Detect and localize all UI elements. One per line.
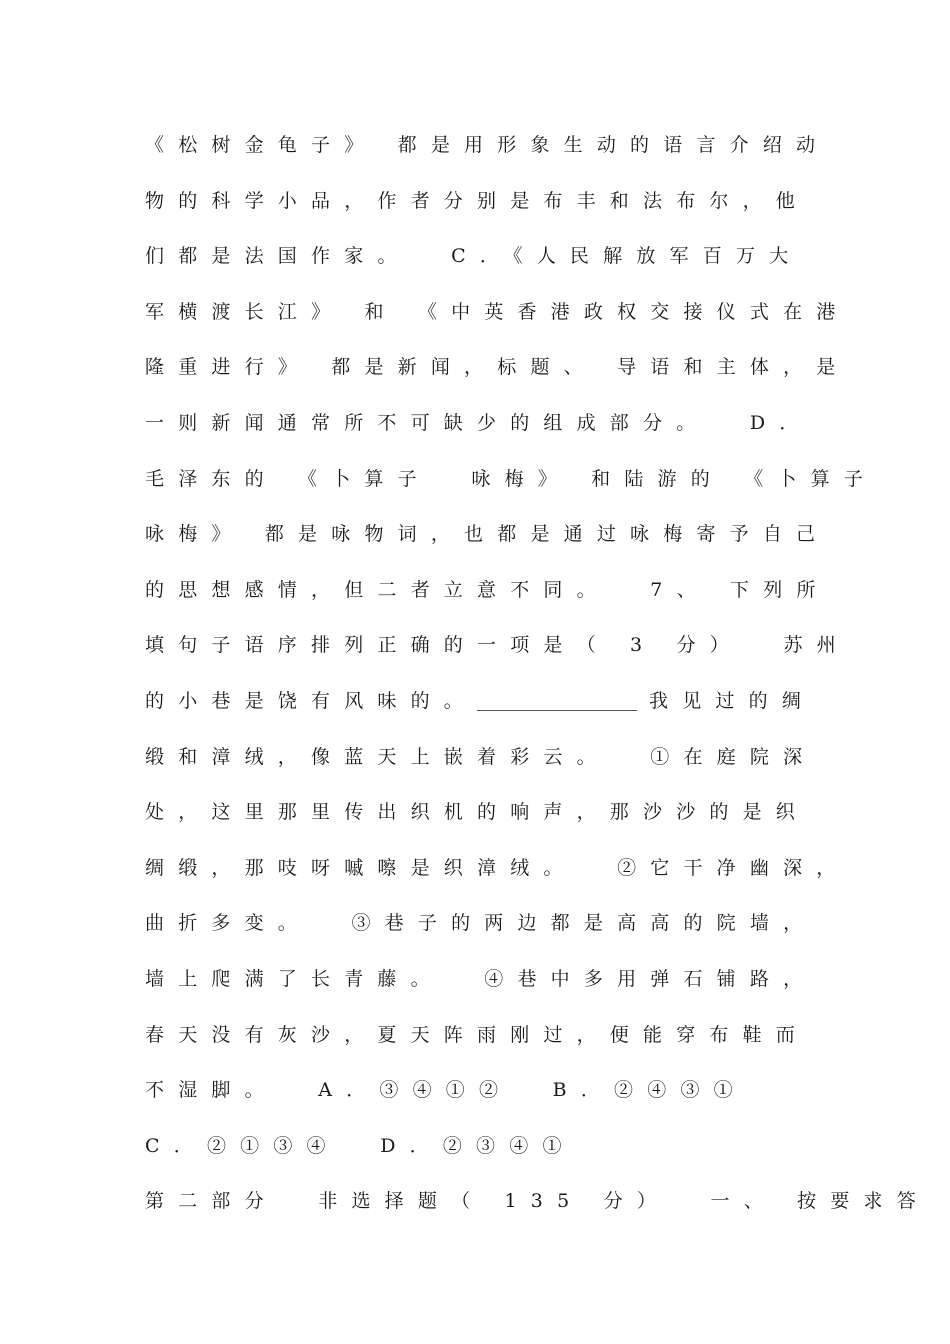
document-body — [145, 125, 930, 1237]
text-line-with-blank — [145, 681, 825, 737]
text-segment: 我见过的绸 — [649, 689, 816, 712]
text-line: 军横渡长江》 和 《中英香港政权交接仪式在港 — [145, 300, 850, 323]
text-line: 曲折多变。 ③巷子的两边都是高高的院墙， — [145, 912, 817, 935]
answer-blank — [477, 709, 637, 711]
text-line: 不湿脚。 A．③④①② B．②④③① — [145, 1079, 747, 1102]
text-line: 咏梅》 都是咏物词，也都是通过咏梅寄予自己 — [145, 523, 830, 546]
text-line: 们都是法国作家。 C．《人民解放军百万大 — [145, 245, 803, 268]
text-line: 处，这里那里传出织机的响声，那沙沙的是织 — [145, 801, 810, 824]
text-line: 填句子语序排列正确的一项是（ 3 分） 苏州 — [145, 634, 850, 657]
text-line: 绸缎，那吱呀嘁嚓是织漳绒。 ②它干净幽深， — [145, 856, 850, 879]
text-line: 物的科学小品，作者分别是布丰和法布尔，他 — [145, 189, 810, 212]
text-line: 毛泽东的 《卜算子 咏梅》 和陆游的 《卜算子 — [145, 467, 877, 490]
text-line: 第二部分 非选择题（ 135 分） 一、 按要求答 — [145, 1190, 930, 1213]
text-line: 隆重进行》 都是新闻，标题、 导语和主体，是 — [145, 356, 850, 379]
text-line: 墙上爬满了长青藤。 ④巷中多用弹石铺路， — [145, 967, 817, 990]
text-line: 《松树金龟子》 都是用形象生动的语言介绍动 — [145, 134, 830, 156]
text-line: C．②①③④ D．②③④① — [145, 1134, 576, 1157]
text-segment: 的小巷是饶有风味的。 — [145, 689, 478, 712]
text-line: 的思想感情，但二者立意不同。 7、 下列所 — [145, 578, 830, 601]
text-line: 一则新闻通常所不可缺少的组成部分。 D． — [145, 411, 813, 434]
text-line: 缎和漳绒，像蓝天上嵌着彩云。 ①在庭院深 — [145, 745, 817, 768]
text-line: 春天没有灰沙，夏天阵雨刚过，便能穿布鞋而 — [145, 1023, 810, 1046]
